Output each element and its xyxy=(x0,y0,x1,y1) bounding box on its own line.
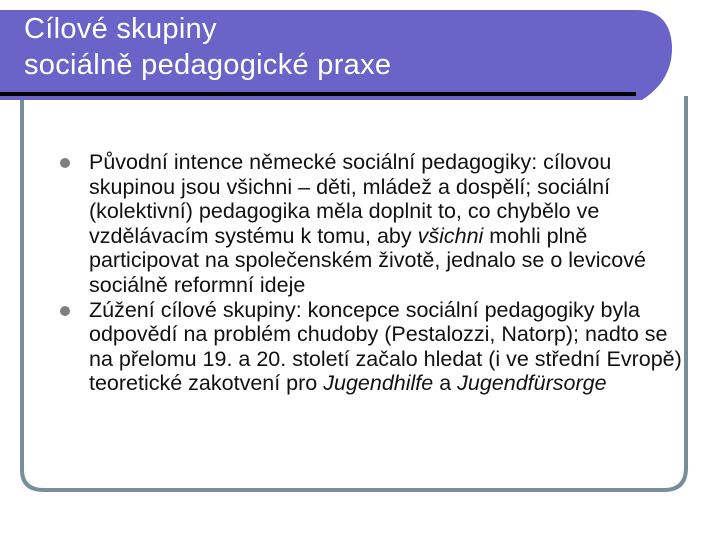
bullet-text: a xyxy=(433,371,458,396)
slide-title xyxy=(24,12,391,84)
bullet-list xyxy=(60,150,684,396)
bullet-dot-icon xyxy=(60,306,70,316)
bullet-text: Původní intence německé sociální pedagogiky: cílovou skupinou jsou všichni – děti, mládež a dospělí; sociální (kolektivní) pedagogika měla doplnit to, co chybělo ve vzdělávacím systému k tomu, aby xyxy=(89,150,612,248)
bullet-item xyxy=(60,150,684,298)
bullet-emphasis: Jugendhilfe xyxy=(323,371,434,396)
bullet-dot-icon xyxy=(60,158,70,168)
title-line-2: sociálně pedagogické praxe xyxy=(24,48,392,81)
title-line-1: Cílové skupiny xyxy=(24,13,217,45)
title-underline xyxy=(0,92,636,96)
bullet-emphasis: Jugendfürsorge xyxy=(457,371,607,396)
bullet-emphasis: všichni xyxy=(417,223,484,248)
bullet-text: Zúžení cílové skupiny: koncepce sociální pedagogiky byla odpovědí na problém chudoby (Pestalozzi, Natorp); nadto se na přelomu 19. a 20. století začalo hledat (i ve střední Evropě) teoretické zakotvení pro xyxy=(89,297,682,396)
bullet-item xyxy=(60,298,684,396)
bullet-text: mohli plně participovat na společenském životě, jednalo se o levicové sociálně reformní ideje xyxy=(89,223,646,297)
